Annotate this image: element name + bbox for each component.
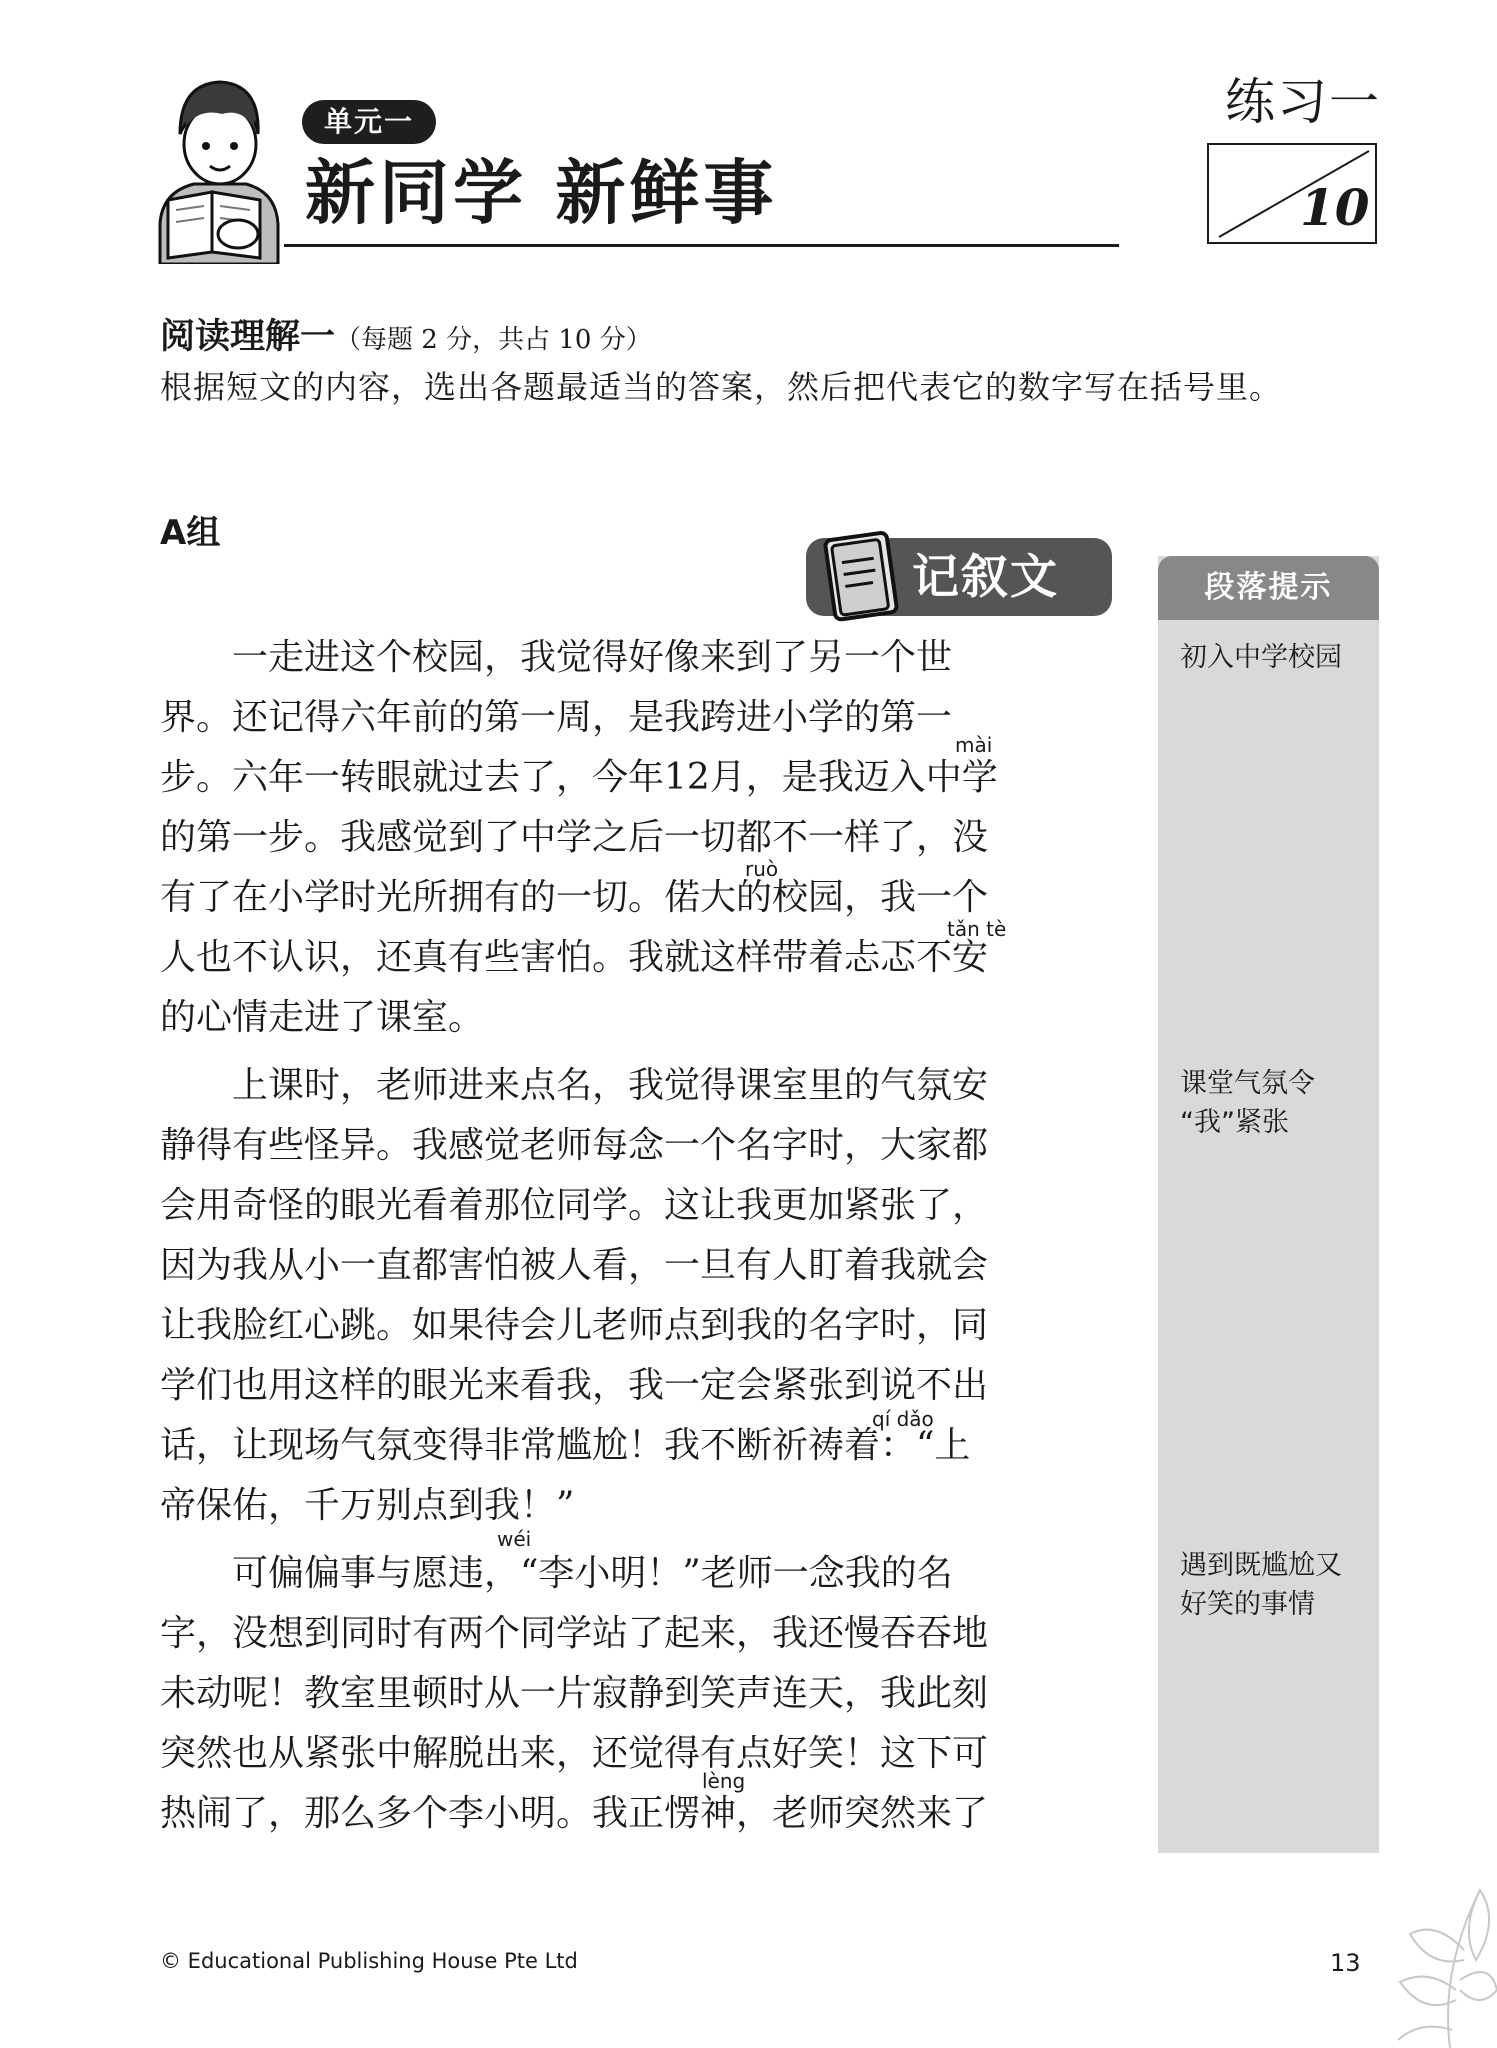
pinyin-annotation: lèng: [702, 1769, 746, 1793]
passage-line: 静得有些怪异。我感觉老师每念一个名字时，大家都: [160, 1125, 989, 1166]
pinyin-annotation: mài: [955, 733, 993, 757]
passage-line: 热闹了，那么多个李小明。我正愣神，老师突然来了: [160, 1793, 989, 1834]
passage-line: 会用奇怪的眼光看着那位同学。这让我更加紧张了，: [160, 1185, 989, 1226]
passage-line: 有了在小学时光所拥有的一切。偌大的校园，我一个: [160, 877, 989, 918]
passage-line: 一走进这个校园，我觉得好像来到了另一个世: [160, 637, 953, 678]
passage-line: 话，让现场气氛变得非常尴尬！我不断祈祷着：“上: [160, 1425, 971, 1466]
passage-line: 字，没想到同时有两个同学站了起来，我还慢吞吞地: [160, 1613, 989, 1654]
passage-line: 让我脸红心跳。如果待会儿老师点到我的名字时，同: [160, 1305, 989, 1346]
instruction-text: 根据短文的内容，选出各题最适当的答案，然后把代表它的数字写在括号里。: [160, 368, 1283, 406]
passage-line: 学们也用这样的眼光来看我，我一定会紧张到说不出: [160, 1365, 989, 1406]
pinyin-annotation: ruò: [745, 857, 779, 881]
pinyin-annotation: wéi: [497, 1527, 532, 1551]
leaf-decoration-icon: [1380, 1850, 1497, 2048]
unit-badge: 单元一: [302, 100, 436, 144]
passage-line: 帝保佑，千万别点到我！”: [160, 1485, 575, 1526]
genre-label: 记叙文: [912, 550, 1059, 605]
passage-line: 人也不认识，还真有些害怕。我就这样带着忐忑不安: [160, 937, 989, 978]
passage-line: 未动呢！教室里顿时从一片寂静到笑声连天，我此刻: [160, 1673, 989, 1714]
passage-line: 突然也从紧张中解脱出来，还觉得有点好笑！这下可: [160, 1733, 989, 1774]
passage-line: 上课时，老师进来点名，我觉得课室里的气氛安: [160, 1065, 989, 1106]
unit-title: 新同学 新鲜事: [305, 152, 778, 234]
hint-item-1: 初入中学校园: [1180, 642, 1342, 673]
passage-line: 的第一步。我感觉到了中学之后一切都不一样了，没: [160, 817, 989, 858]
title-underline: [284, 244, 1119, 247]
pinyin-annotation: tǎn tè: [947, 917, 1007, 941]
section-title: [160, 312, 652, 365]
book-icon: [822, 528, 902, 624]
pinyin-annotation: qí dǎo: [872, 1407, 934, 1431]
paragraph-hint-panel: [1158, 556, 1379, 1853]
copyright-notice: © Educational Publishing House Pte Ltd: [160, 1949, 578, 1973]
hint-panel-title: 段落提示: [1158, 556, 1379, 620]
section-note: （每题 2 分，共占 10 分）: [335, 325, 652, 355]
passage-line: 的心情走进了课室。: [160, 997, 485, 1038]
score-total: 10: [1300, 178, 1370, 237]
page-number: 13: [1330, 1949, 1361, 1977]
student-reading-illustration: [150, 74, 280, 264]
passage-line: 可偏偏事与愿违，“李小明！”老师一念我的名: [160, 1553, 953, 1594]
passage-line: 步。六年一转眼就过去了，今年12月，是我迈入中学: [160, 757, 998, 798]
passage-line: 界。还记得六年前的第一周，是我跨进小学的第一: [160, 697, 953, 738]
section-title-text: 阅读理解一: [160, 317, 336, 357]
group-label: A组: [160, 513, 221, 553]
exercise-label: 练习一: [1225, 73, 1381, 131]
hint-item-2: 课堂气氛令 “我”紧张: [1180, 1068, 1315, 1138]
hint-item-3: 遇到既尴尬又 好笑的事情: [1180, 1550, 1342, 1620]
passage-line: 因为我从小一直都害怕被人看，一旦有人盯着我就会: [160, 1245, 989, 1286]
